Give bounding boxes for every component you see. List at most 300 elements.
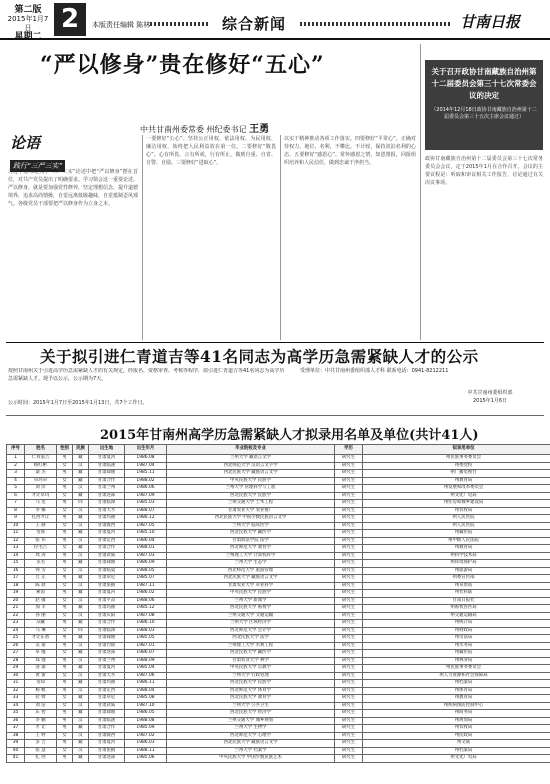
table-cell: 研究生 [335,702,363,710]
table-cell: 1987.09 [125,492,167,500]
table-cell: 兰州大学 行政管理 [167,672,335,680]
table-row [7,567,550,575]
table-cell: 1987.08 [125,612,167,620]
table-cell: 研究生 [335,710,363,718]
table-cell: 研究生 [335,515,363,523]
table-header-cell: 民族 [73,445,89,455]
table-cell: 研究生 [335,597,363,605]
table-cell: 藏 [73,477,89,485]
table-row [7,455,550,463]
table-cell: 甘肃碌曲 [89,560,125,568]
table-cell: 兰州大学 新闻学 [167,597,335,605]
table-cell: 甘肃农业大学 草业科学 [167,582,335,590]
table-cell: 兰州大学 藏语言文学 [167,455,335,463]
table-cell: 藏 [73,665,89,673]
table-cell: 卓 嘎 [25,650,57,658]
table-cell: 研究生 [335,575,363,583]
table-cell: 1986.09 [125,560,167,568]
table-cell: 研究生 [335,552,363,560]
table-cell: 甘肃合作 [89,545,125,553]
table-cell: 研究生 [335,717,363,725]
table-cell: 15 [7,560,25,568]
table-cell: 18 [7,582,25,590]
table-cell: 藏 [73,492,89,500]
table-cell: 州档案局 [363,747,550,755]
table-cell: 男 [57,455,73,463]
table-cell: 汉 [73,522,89,530]
table-cell: 兰州交通大学 城乡规划 [167,717,335,725]
table-cell: 汉 [73,657,89,665]
table-cell: 1988.09 [125,657,167,665]
table-cell: 州规划局 [363,717,550,725]
table-cell: 1985.04 [125,665,167,673]
table-cell: 中央民族大学 宗教学 [167,665,335,673]
table-cell: 4 [7,477,25,485]
table-cell: 女 [57,477,73,485]
table-cell: 2 [7,462,25,470]
table-cell: 西北民族大学 经济学 [167,710,335,718]
table-cell: 1986.04 [125,537,167,545]
table-cell: 1 [7,455,25,463]
table-cell: 甘肃卓尼 [89,695,125,703]
table-cell: 甘肃白银 [89,642,125,650]
table-cell: 州商务局 [363,710,550,718]
table-cell: 周 涛 [25,552,57,560]
table-row [7,695,550,703]
table-cell: 男 [57,590,73,598]
table-cell: 研究生 [335,747,363,755]
sidebar-notice-box [425,60,543,150]
column-divider [420,44,421,340]
table-cell: 3 [7,470,25,478]
table-cell: 女 [57,612,73,620]
table-cell: 1987.05 [125,522,167,530]
article-column-3: 以实干精神推动各项工作落实。四要修好“平常心”。正确对待权力、地位、名利，不攀比、不计较，保持淡泊名利的心态。五要修好“感恩心”。常怀感恩之情，知恩图报，回报组织培养和人民信任，做到忠诚干净担当。 [284,136,416,166]
table-cell: 1985.06 [125,755,167,763]
table-cell: 1988.01 [125,545,167,553]
table-cell: 州林业局 [363,657,550,665]
article-byline [140,120,269,135]
table-row [7,605,550,613]
sidebar-title: 关于召开政协甘南藏族自治州第十二届委员会第三十七次常委会议的决定 [431,67,537,100]
table-cell: 拉 姆 [25,695,57,703]
table-cell: 1988.05 [125,567,167,575]
table-cell: 藏 [73,560,89,568]
notice-signature: 中共甘南州委组织部 [467,390,513,396]
table-cell: 36 [7,717,25,725]
table-cell: 陈 晨 [25,582,57,590]
table-cell: 1986.03 [125,740,167,748]
table-cell: 甘肃玛曲 [89,515,125,523]
notice-sign-date: 2015年1月6日 [472,398,508,404]
table-cell: 38 [7,732,25,740]
table-cell: 卓玛草 [25,477,57,485]
table-cell: 藏 [73,680,89,688]
table-header-cell: 毕业院校及专业 [167,445,335,455]
table-cell: 男 [57,665,73,673]
table-cell: 兰州大学 临床医学 [167,522,335,530]
table-cell: 汉 [73,612,89,620]
table-cell: 甘肃夏河 [89,530,125,538]
table-cell: 甘肃政法学院 法学 [167,537,335,545]
table-cell: 1985.10 [125,530,167,538]
table-cell: 研究生 [335,500,363,508]
table-cell: 藏 [73,740,89,748]
table-cell: 桑 杰 [25,470,57,478]
table-row [7,627,550,635]
table-cell: 女 [57,627,73,635]
table-cell: 女 [57,702,73,710]
table-header-cell: 出生地 [89,445,125,455]
table-cell: 藏 [73,575,89,583]
table-cell: 加 羊 [25,605,57,613]
table-cell: 研究生 [335,560,363,568]
page-number: 2 [54,3,86,36]
table-cell: 扎 西 [25,755,57,763]
table-cell: 兰州大学 公共卫生 [167,702,335,710]
table-cell: 8 [7,507,25,515]
table-header-cell: 拟录用单位 [363,445,550,455]
table-cell: 1987.02 [125,732,167,740]
table-cell: 藏 [73,605,89,613]
table-cell: 洛 桑 [25,665,57,673]
table-cell: 甘肃兰州 [89,485,125,493]
table-cell: 19 [7,590,25,598]
table-cell: 州社科联 [363,590,550,598]
table-cell: 州民族事务委员会 [363,455,550,463]
table-cell: 39 [7,740,25,748]
table-cell: 张 慧 [25,747,57,755]
column-tag-subtitle: 践行“三严三实” [10,160,65,172]
table-cell: 31 [7,680,25,688]
table-cell: 29 [7,665,25,673]
table-cell: 女 [57,492,73,500]
table-cell: 西北民族大学 畜牧学 [167,605,335,613]
table-cell: 汉 [73,507,89,515]
table-cell: 州交通运输局 [363,612,550,620]
table-cell: 1988.04 [125,687,167,695]
table-row [7,657,550,665]
table-row [7,710,550,718]
table-row [7,545,550,553]
table-cell: 州科学技术局 [363,552,550,560]
table-cell: 男 [57,575,73,583]
table-cell: 研究生 [335,627,363,635]
table-cell: 贡保 [25,530,57,538]
table-cell: 黄 蕾 [25,672,57,680]
column-tag-title: 论语 [10,134,41,152]
table-cell: 甘肃玛曲 [89,680,125,688]
section-divider [6,342,544,343]
table-cell: 37 [7,725,25,733]
table-cell: 研究生 [335,605,363,613]
table-row [7,650,550,658]
table-cell: 女 [57,747,73,755]
table-cell: 研究生 [335,725,363,733]
table-cell: 女 [57,567,73,575]
table-cell: 研究生 [335,672,363,680]
table-row [7,477,550,485]
table-cell: 研究生 [335,530,363,538]
table-cell: 州旅游局 [363,567,550,575]
table-row [7,552,550,560]
table-cell: 研究生 [335,567,363,575]
table-cell: 研究生 [335,492,363,500]
table-cell: 兰州大学 管理科学与工程 [167,485,335,493]
table-cell: 研究生 [335,657,363,665]
table-cell: 男 [57,687,73,695]
table-cell: 甘肃玛曲 [89,605,125,613]
table-row [7,515,550,523]
table-cell: 甘肃定西 [89,687,125,695]
table-cell: 藏 [73,755,89,763]
table-cell: 30 [7,672,25,680]
table-header-cell: 姓名 [25,445,57,455]
table-row [7,500,550,508]
table-cell: 24 [7,627,25,635]
table-cell: 西北民族大学 教育学 [167,695,335,703]
table-cell: 藏 [73,530,89,538]
table-cell: 州广播电视台 [363,470,550,478]
table-cell: 甘肃夏河 [89,455,125,463]
table-cell: 藏 [73,725,89,733]
table-cell: 研究生 [335,642,363,650]
table-cell: 5 [7,485,25,493]
sidebar-body: 政协甘南藏族自治州第十二届委员会第三十七次常务委员会会议，定于2015年1月在合作召开。会议的主要议程是：听取和审议相关工作报告，讨论通过有关决议事项。 [425,156,543,186]
table-cell: 男 [57,740,73,748]
table-cell: 1987.06 [125,672,167,680]
table-row [7,755,550,763]
table-cell: 1986.10 [125,620,167,628]
table-cell: 州委宣传部 [363,575,550,583]
table-cell: 21 [7,605,25,613]
notice-title: 关于拟引进仁青道吉等41名同志为高学历急需紧缺人才的公示 [40,347,479,366]
section-title: 综合新闻 [222,15,287,33]
table-cell: 17 [7,575,25,583]
table-cell: 女 [57,732,73,740]
table-cell: 男 [57,620,73,628]
table-cell: 多 吉 [25,740,57,748]
table-cell: 甘肃武威 [89,552,125,560]
table-cell: 甘肃碌曲 [89,635,125,643]
table-cell: 刘 洁 [25,702,57,710]
table-cell: 甘肃陇西 [89,732,125,740]
table-cell: 1986.08 [125,455,167,463]
table-row [7,725,550,733]
table-cell: 甘肃碌曲 [89,710,125,718]
table-cell: 州人力资源和社会保障局 [363,672,550,680]
table-cell: 多杰 [25,560,57,568]
table-row [7,620,550,628]
table-cell: 西北民族大学 法学 [167,635,335,643]
table-cell: 研究生 [335,485,363,493]
table-cell: 1986.07 [125,650,167,658]
table-cell: 藏 [73,470,89,478]
table-cell: 州农牧局 [363,507,550,515]
table-cell: 甘肃武威 [89,702,125,710]
table-cell: 23 [7,620,25,628]
table-cell: 1985.05 [125,635,167,643]
table-cell: 男 [57,605,73,613]
table-cell: 中央民族大学 民族学 [167,477,335,485]
table-cell: 拉毛吉 [25,545,57,553]
table-cell: 汉 [73,687,89,695]
table-cell: 研究生 [335,462,363,470]
table-cell: 甘肃夏河 [89,590,125,598]
table-cell: 研究生 [335,635,363,643]
table-cell: 女 [57,597,73,605]
table-cell: 1986.11 [125,680,167,688]
table-cell: 刘 洋 [25,485,57,493]
candidate-table [6,444,550,763]
table-cell: 郑 强 [25,657,57,665]
article-column-1: 习近平总书记关于“三严三实”论述中把“严以修身”摆在首位，对共产党员提出了明确要求。学习领会这一重要论述，严以修身，就是要加强党性修养，坚定理想信念，提升道德境界，追求高尚情操，自觉远离低级趣味，自觉抵制歪风邪气。各级党员干部要把严以修身作为立身之本。 [8,169,138,207]
table-cell: 甘肃临潭 [89,500,125,508]
table-cell: 州疾病预防控制中心 [363,702,550,710]
table-cell: 研究生 [335,680,363,688]
table-cell: 汉 [73,747,89,755]
table-cell: 汉 [73,485,89,493]
table-row [7,740,550,748]
table-cell: 研究生 [335,665,363,673]
table-cell: 研究生 [335,507,363,515]
table-cell: 6 [7,492,25,500]
table-cell: 1988.02 [125,477,167,485]
table-cell: 甘肃夏河 [89,665,125,673]
byline-name: 王勇 [249,124,270,135]
table-cell: 州档案局 [363,680,550,688]
table-cell: 州教育局 [363,545,550,553]
table-cell: 男 [57,537,73,545]
table-cell: 兰州大学 档案学 [167,747,335,755]
table-row [7,717,550,725]
table-cell: 兰州大学 生态学 [167,560,335,568]
table-cell: 中央民族大学 中国少数民族艺术 [167,755,335,763]
date-block [6,6,50,42]
table-cell: 男 [57,530,73,538]
table-cell: 男 [57,470,73,478]
table-cell: 女 [57,672,73,680]
table-row [7,747,550,755]
table-cell: 甘肃临洮 [89,462,125,470]
table-row [7,635,550,643]
table-row [7,485,550,493]
page-header [0,0,550,40]
table-cell: 汉 [73,582,89,590]
section-divider [6,415,544,416]
table-cell: 西北师范大学 会计学 [167,627,335,635]
table-cell: 1988.06 [125,597,167,605]
table-cell: 兰州理工大学 计算机科学 [167,552,335,560]
table-cell: 州发展和改革委员会 [363,485,550,493]
table-cell: 州水务局 [363,642,550,650]
table-cell: 李 娜 [25,507,57,515]
table-cell: 州委党校 [363,462,550,470]
table-cell: 甘肃合作 [89,725,125,733]
table-cell: 1986.05 [125,710,167,718]
sidebar-subtitle: （2014年12月18日政协甘南藏族自治州第十二届委员会第三十五次主席会议通过） [431,107,537,120]
table-cell: 男 [57,560,73,568]
table-cell: 中央民族大学 民族学 [167,590,335,598]
table-cell: 甘肃迭部 [89,755,125,763]
table-cell: 1985.11 [125,470,167,478]
table-cell: 9 [7,515,25,523]
table-cell: 赵 敏 [25,597,57,605]
table-cell: 兰州理工大学 水利工程 [167,642,335,650]
table-cell: 藏 [73,635,89,643]
table-header-cell: 性别 [57,445,73,455]
table-cell: 41 [7,755,25,763]
table-cell: 男 [57,642,73,650]
table-cell: 西北师范大学 汉语言文字学 [167,462,335,470]
table-cell: 1985.12 [125,605,167,613]
table-cell: 州中级人民法院 [363,537,550,545]
table-cell: 才让东智 [25,635,57,643]
table-cell: 研究生 [335,612,363,620]
table-cell: 尕藏 [25,620,57,628]
table-row [7,612,550,620]
table-row [7,522,550,530]
table-row [7,642,550,650]
notice-contact: 受理单位：中共甘南州委组织部人才科 联系电话：0941-8212211 [300,368,449,374]
table-cell: 26 [7,642,25,650]
table-cell: 州住房和城乡建设局 [363,500,550,508]
table-cell: 研究生 [335,687,363,695]
table-cell: 才 让 [25,725,57,733]
decor-bar [300,22,450,26]
table-cell: 藏 [73,590,89,598]
table-cell: 甘肃迭部 [89,650,125,658]
table-cell: 藏 [73,455,89,463]
table-row [7,680,550,688]
table-cell: 1987.04 [125,462,167,470]
table-row [7,560,550,568]
table-cell: 藏 [73,620,89,628]
table-cell: 旦 正 [25,575,57,583]
table-cell: 研究生 [335,470,363,478]
table-cell: 研究生 [335,590,363,598]
table-cell: 男 [57,485,73,493]
article-column-2: 一要修好“公心”。坚持公正用权、依法用权、为民用权、廉洁用权，始终把人民利益放在第一位。二要修好“敬畏心”。心有所畏，言有所戒，行有所止，做到自重、自省、自警、自励。三要修好“进取心”。 [146,136,276,166]
table-cell: 7 [7,500,25,508]
table-cell: 李 鹏 [25,717,57,725]
table-cell: 13 [7,545,25,553]
table-cell: 甘肃临夏 [89,567,125,575]
table-cell: 州司法局 [363,635,550,643]
table-cell: 男 [57,725,73,733]
table-cell: 1987.03 [125,552,167,560]
table-cell: 藏 [73,650,89,658]
table-cell: 西北民族大学 民族学 [167,680,335,688]
table-cell: 甘肃陇西 [89,522,125,530]
table-cell: 研究生 [335,545,363,553]
table-cell: 西北民族大学 藏族语言文学 [167,740,335,748]
table-row [7,702,550,710]
table-cell: 西北民族大学 中国少数民族语言文学 [167,515,335,523]
table-cell: 杨 帆 [25,687,57,695]
table-cell: 兰州交通大学 土木工程 [167,500,335,508]
table-cell: 研究生 [335,455,363,463]
table-cell: 甘肃临潭 [89,627,125,635]
table-cell: 杨红彬 [25,462,57,470]
table-cell: 1988.08 [125,717,167,725]
table-cell: 兰州大学 生物学 [167,725,335,733]
table-cell: 汉 [73,567,89,575]
table-cell: 马 琳 [25,627,57,635]
table-cell: 11 [7,530,25,538]
table-cell: 州藏医院 [363,650,550,658]
table-cell: 1985.09 [125,725,167,733]
